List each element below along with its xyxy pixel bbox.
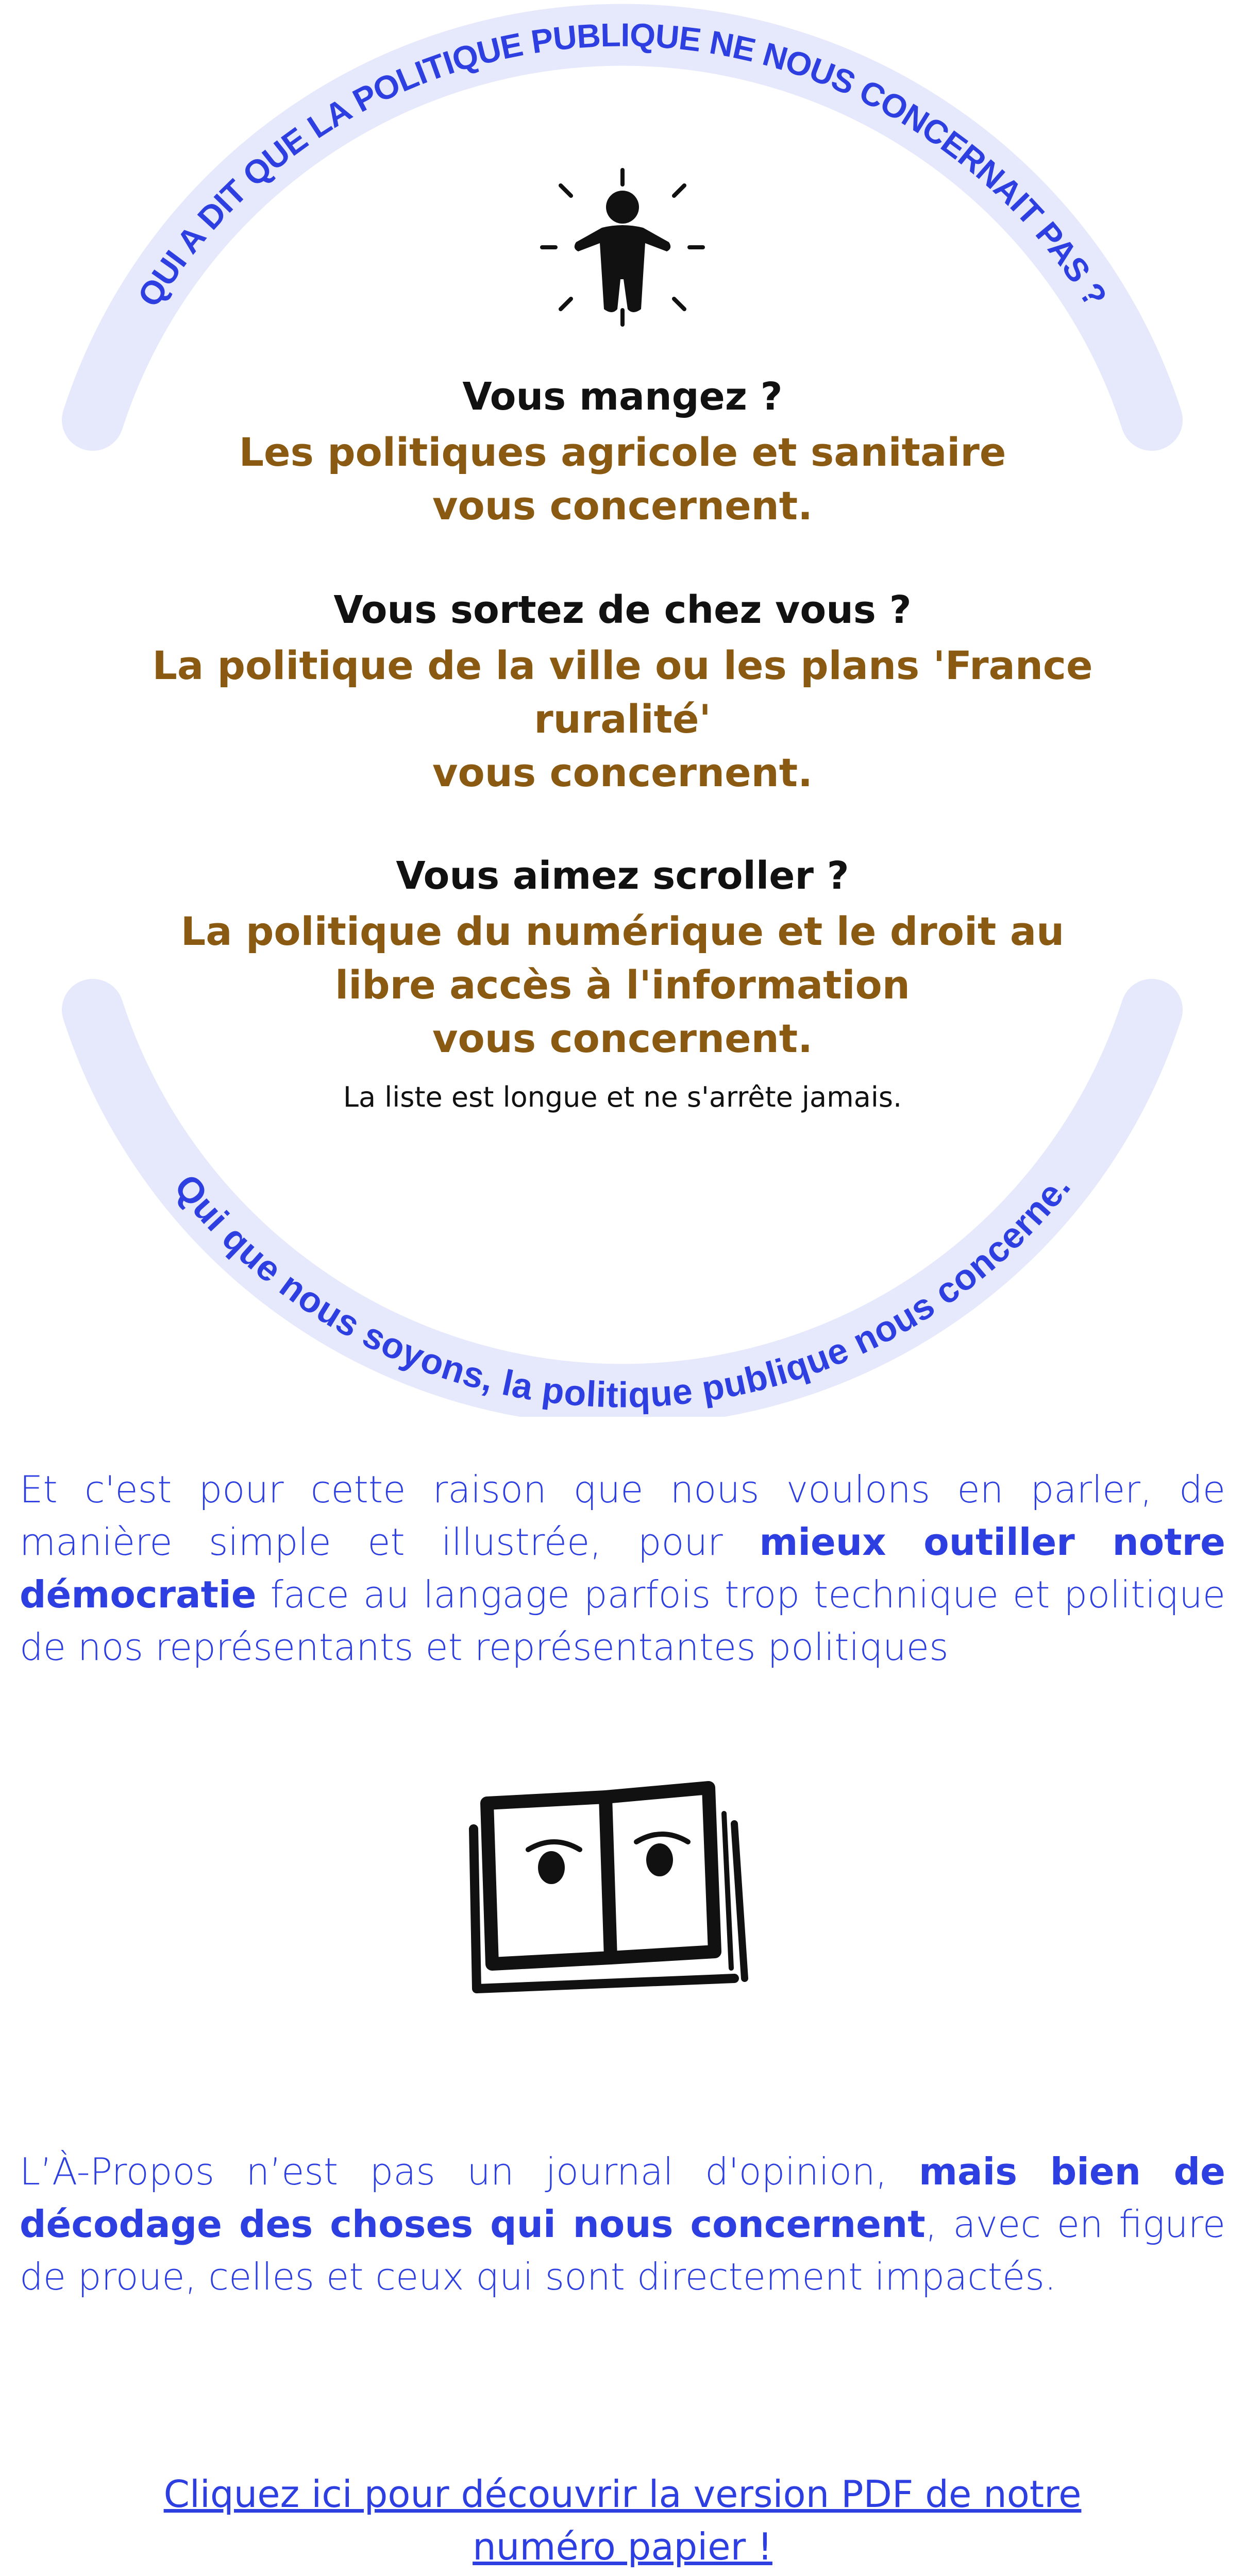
bottom-arc: [0, 953, 1245, 1417]
top-arc-text: QUI A DIT QUE LA POLITIQUE PUBLIQUE NE NOUS CONCERNAIT PAS ?: [130, 16, 1115, 313]
answer-1-line-2: vous concernent.: [432, 483, 813, 529]
bottom-arc-text: Qui que nous soyons, la politique publique nous concerne.: [166, 1166, 1078, 1415]
answer-1-line-1: Les politiques agricole et sanitaire: [239, 429, 1006, 475]
about-bold: mais bien de décodage des choses qui nous concernent: [20, 2150, 1225, 2246]
intro-bold: mieux outiller notre démocratie: [20, 1520, 1226, 1616]
answer-3-line-2: libre accès à l'information: [335, 962, 910, 1008]
about-text-2: , avec en figure de proue, celles et ceux qui sont directement impactés.: [20, 2202, 1225, 2298]
answer-3-line-3: vous concernent.: [432, 1015, 813, 1061]
pdf-link-line-1[interactable]: Cliquez ici pour découvrir la version PDF de notre: [163, 2472, 1082, 2516]
answer-3-line-1: La politique du numérique et le droit au: [180, 908, 1065, 954]
open-book-eyes-icon: [466, 1772, 770, 1999]
question-2: Vous sortez de chez vous ?: [333, 588, 912, 632]
intro-paragraph: [20, 1463, 1225, 1673]
person-radiating-icon: [540, 165, 705, 330]
answer-2-line-1: La politique de la ville ou les plans 'France: [152, 642, 1093, 688]
about-paragraph: [20, 2145, 1225, 2303]
pdf-link-line-2[interactable]: numéro papier !: [473, 2525, 772, 2568]
list-note: La liste est longue et ne s'arrête jamais.: [343, 1081, 902, 1113]
intro-text-2: face au langage parfois trop technique et politique de nos représentants et représentantes politiques: [20, 1573, 1225, 1669]
about-text-1: L’À-Propos n’est pas un journal d'opinion,: [20, 2150, 919, 2193]
intro-text-1: Et c'est pour cette raison que nous voulons en parler, de manière simple et illustrée, pour: [20, 1468, 1225, 1564]
answer-2-line-2: ruralité': [534, 696, 711, 742]
question-1: Vous mangez ?: [462, 375, 783, 419]
question-3: Vous aimez scroller ?: [396, 854, 849, 898]
answer-2-line-3: vous concernent.: [432, 750, 813, 795]
pdf-link-block: [0, 2468, 1245, 2573]
